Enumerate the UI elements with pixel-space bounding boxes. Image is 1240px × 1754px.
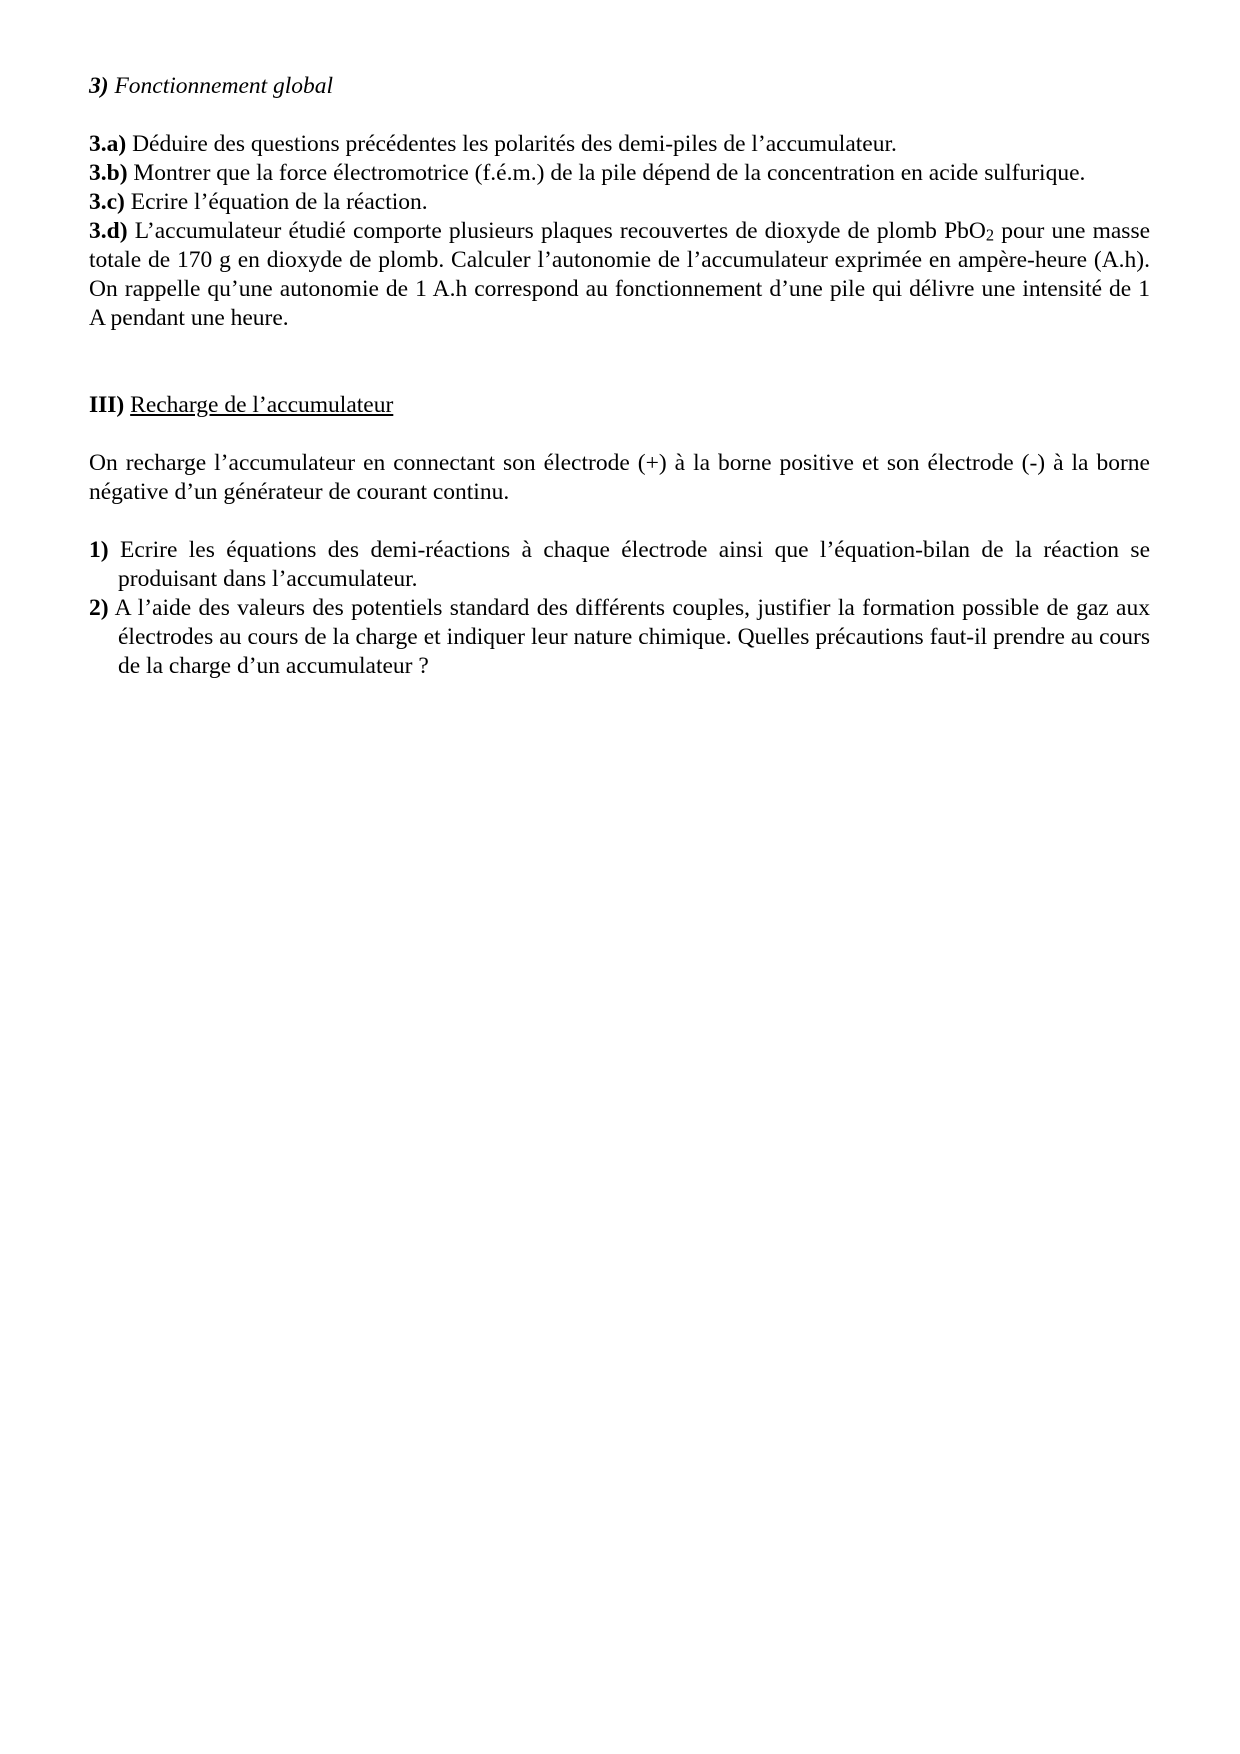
part-3-question-2-label: 2) (89, 595, 109, 621)
document-page (89, 72, 1150, 681)
question-3b-label: 3.b) (89, 160, 128, 186)
part-3-question-2 (89, 594, 1150, 681)
part-3-question-1-label: 1) (89, 537, 109, 563)
question-3a (89, 130, 1150, 159)
question-3c (89, 188, 1150, 217)
question-3d (89, 217, 1150, 333)
question-3d-text-after: pour une masse totale de 170 g en dioxyde de plomb. Calculer l’autonomie de l’accumulateur exprimée en ampère-heure (A.h). On rappelle qu’une autonomie de 1 A.h correspond au fonctionnement d’une pile qui délivre une intensité de 1 A pendant une heure. (89, 218, 1151, 331)
question-3a-label: 3.a) (89, 131, 127, 157)
part-3-question-1-text: Ecrire les équations des demi-réactions à chaque électrode ainsi que l’équation-bilan de la réaction se produisant dans l’accumulateur. (118, 537, 1150, 592)
part-3-question-2-text: A l’aide des valeurs des potentiels standard des différents couples, justifier la formation possible de gaz aux électrodes au cours de la charge et indiquer leur nature chimique. Quelles précautions faut-il prendre au cours de la charge d’un accumulateur ? (114, 595, 1150, 679)
section-3-number: 3) (89, 73, 109, 99)
section-3-title: Fonctionnement global (114, 73, 334, 99)
section-3-heading (89, 72, 1150, 101)
question-3d-subscript: 2 (985, 225, 995, 245)
question-3b-text: Montrer que la force électromotrice (f.é.m.) de la pile dépend de la concentration en acide sulfurique. (133, 160, 1086, 186)
question-3a-text: Déduire des questions précédentes les polarités des demi-piles de l’accumulateur. (132, 131, 897, 157)
question-3b (89, 159, 1150, 188)
question-3c-label: 3.c) (89, 189, 125, 215)
part-3-question-1 (89, 536, 1150, 594)
part-3-heading (89, 391, 1150, 420)
question-3c-text: Ecrire l’équation de la réaction. (130, 189, 428, 215)
question-3d-text-before: L’accumulateur étudié comporte plusieurs plaques recouvertes de dioxyde de plomb PbO (134, 218, 986, 244)
question-3d-label: 3.d) (89, 218, 128, 244)
part-3-intro: On recharge l’accumulateur en connectant son électrode (+) à la borne positive et son électrode (-) à la borne négative d’un générateur de courant continu. (89, 450, 1150, 505)
part-3-title: Recharge de l’accumulateur (130, 392, 394, 418)
part-3-number: III) (89, 392, 125, 418)
